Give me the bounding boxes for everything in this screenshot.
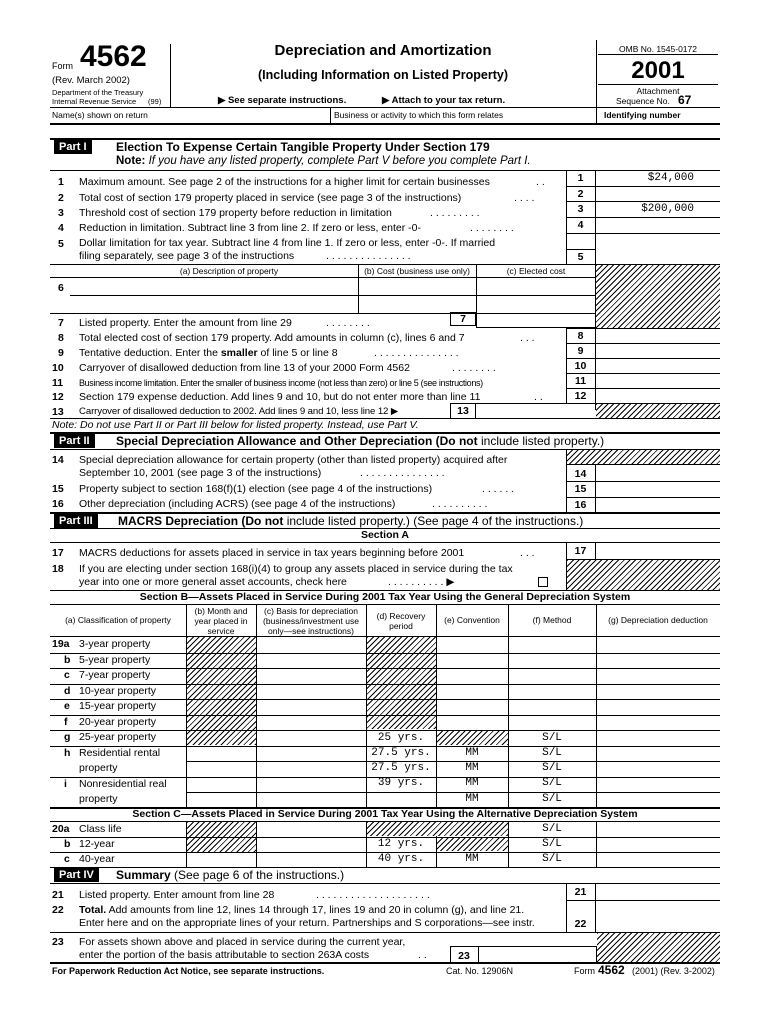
line-9-num: 9 — [58, 347, 64, 359]
line-11-text: Business income limitation. Enter the smaller of business income (not less than zero) or line 5 (see instructions) — [79, 378, 483, 388]
leader-dots: . . . . . . . . . . — [432, 498, 488, 510]
leader-dots: . . — [534, 391, 543, 403]
footer-revision: (2001) (Rev. 3-2002) — [632, 966, 715, 976]
row-19-label: 10-year property — [79, 684, 157, 697]
part2-label: Part II — [54, 434, 95, 448]
row-19-label: 3-year property — [79, 638, 151, 650]
part3-title-c: include listed property.) (See page 4 of the instructions.) — [283, 514, 584, 528]
line-13-top-rule — [450, 403, 596, 404]
part1-note2: Note: Do not use Part II or Part III below for listed property. Instead, use Part V. — [52, 419, 419, 431]
box-22: 22 — [574, 918, 587, 930]
line-23-text-a: For assets shown above and placed in service during the current year, — [79, 936, 406, 948]
form-number: 4562 — [80, 40, 147, 73]
line-2-num: 2 — [58, 192, 64, 204]
part2-title-c: include listed property.) — [477, 434, 605, 448]
19g-method: S/L — [542, 732, 562, 744]
line-3-num: 3 — [58, 207, 64, 219]
row-19-label: 20-year property — [79, 715, 157, 728]
name-input[interactable] — [52, 125, 326, 137]
19h2-recovery: 27.5 yrs. — [371, 762, 431, 774]
row-20-method: S/L — [542, 823, 562, 835]
form-title: Depreciation and Amortization — [274, 42, 492, 59]
part4-label: Part IV — [54, 868, 99, 882]
shaded-area — [367, 822, 508, 836]
tax-year: 2001 — [631, 57, 685, 84]
leader-dots: . . . . . . . . . . . . . . . — [374, 347, 459, 359]
col-g-deduction: (g) Depreciation deduction — [608, 615, 708, 625]
leader-dots: . . — [536, 176, 545, 188]
paperwork-notice: For Paperwork Reduction Act Notice, see separate instructions. — [52, 966, 325, 976]
row-19-label: 25-year property — [79, 731, 157, 743]
row-20-recovery: 40 yrs. — [377, 853, 425, 865]
line-14-top-rule — [566, 464, 720, 465]
part2-title — [116, 434, 604, 448]
row-19-label: property — [79, 793, 118, 805]
19i1-convention: MM — [465, 777, 479, 789]
19i2-method: S/L — [542, 793, 562, 805]
part1-label: Part I — [54, 140, 92, 154]
box-21: 21 — [574, 886, 587, 898]
line-6-col-c-divider — [476, 264, 477, 314]
col-e-convention: (e) Convention — [444, 615, 500, 625]
line-2-text: Total cost of section 179 property placed in service (see page 3 of the instructions) — [79, 192, 462, 204]
line-15-top-rule — [566, 481, 720, 482]
line-5-text-a: Dollar limitation for tax year. Subtract line 4 from line 1. If zero or less, enter -0-. If married — [79, 237, 496, 249]
leader-dots: . . . . . . . . . . . . . . . — [360, 467, 445, 479]
leader-dots: . . . . . . . . . — [430, 207, 480, 219]
leader-dots: . . . . — [514, 192, 535, 204]
box-10: 10 — [574, 360, 587, 372]
box-1: 1 — [577, 172, 584, 184]
box-14: 14 — [574, 468, 587, 480]
box-7-label: 7 — [460, 313, 466, 325]
year-underline — [598, 84, 718, 85]
line-12-top-rule — [566, 388, 720, 389]
line-9-text-c: of line 5 or line 8 — [257, 347, 338, 359]
line-16-num: 16 — [52, 498, 64, 510]
line-9-text — [79, 347, 338, 359]
box-8: 8 — [577, 330, 584, 342]
box-17: 17 — [574, 545, 587, 557]
leader-dots: . . — [418, 949, 427, 961]
box-5: 5 — [577, 251, 584, 263]
leader-dots: . . . — [520, 547, 535, 559]
line-22-num: 22 — [52, 904, 64, 916]
box-4: 4 — [577, 219, 584, 231]
box-2: 2 — [577, 188, 584, 200]
line-22-text-a-rest: Add amounts from line 12, lines 14 through 17, lines 19 and 20 in column (g), and line 21. — [106, 904, 525, 916]
attachment-label: Attachment — [636, 86, 680, 96]
line-18-text-b: year into one or more general asset accounts, check here — [79, 576, 347, 588]
leader-dots: . . . — [520, 332, 535, 344]
19h1-recovery: 27.5 yrs. — [371, 747, 431, 759]
col-f-method: (f) Method — [532, 615, 572, 625]
line-8-num: 8 — [58, 332, 64, 344]
part3-label: Part III — [54, 514, 98, 528]
row-19-num: b — [64, 653, 71, 666]
row-20-label: 40-year — [79, 853, 115, 865]
section-b-heading: Section B—Assets Placed in Service During 2001 Tax Year Using the General Depreciation System — [139, 591, 631, 603]
irs-label: Internal Revenue Service — [52, 97, 137, 106]
part2-title-b: Do not — [439, 434, 478, 448]
shaded-area — [437, 837, 508, 851]
footer-form-number: 4562 — [598, 963, 625, 977]
col-c-line2: (business/investment use — [263, 616, 359, 626]
row-19-num: h — [64, 746, 71, 759]
line-7-divider — [476, 313, 477, 327]
shaded-area — [596, 404, 720, 418]
line-22-total: Total. — [79, 904, 107, 916]
line-23-text-b: enter the portion of the basis attributable to section 263A costs — [79, 949, 370, 961]
name-label: Name(s) shown on return — [52, 110, 148, 120]
p1-grid-rule-2 — [566, 201, 720, 202]
line-15-text: Property subject to section 168(f)(1) election (see page 4 of the instructions) — [79, 483, 433, 495]
leader-dots: . . . . . . . . — [470, 222, 514, 234]
section-c-col-c-divider — [256, 821, 257, 867]
line-10-text: Carryover of disallowed deduction from line 13 of your 2000 Form 4562 — [79, 362, 410, 374]
line-11-top-rule — [566, 373, 720, 374]
identifying-number-label: Identifying number — [604, 110, 681, 120]
line-15-num: 15 — [52, 483, 64, 495]
19g-recovery: 25 yrs. — [377, 732, 425, 744]
row-rule — [50, 668, 720, 669]
line-14-text-b: September 10, 2001 (see page 3 of the instructions) — [79, 467, 322, 479]
row-19-label: property — [79, 762, 118, 774]
line-8-text: Total elected cost of section 179 property. Add amounts in column (c), lines 6 and 7 — [79, 332, 465, 344]
row-19-num: e — [64, 700, 70, 712]
line-21-text: Listed property. Enter amount from line 28 — [79, 889, 275, 901]
row-19-label: 7-year property — [79, 669, 151, 681]
part1-title-rule — [50, 170, 720, 171]
line-22-text-a — [79, 904, 524, 916]
line-11-num: 11 — [52, 377, 64, 389]
row-19-num: d — [64, 684, 71, 697]
box-3: 3 — [577, 203, 584, 215]
line-9-text-a: Tentative deduction. Enter the — [79, 347, 221, 359]
row-19-num: 19a — [52, 638, 70, 650]
line-9-text-bold: smaller — [220, 347, 258, 359]
line-22-text-b: Enter here and on the appropriate lines of your return. Partnerships and S corporations—see instr. — [79, 917, 535, 929]
box-23-right-border — [478, 946, 479, 963]
row-20-convention: MM — [465, 853, 479, 865]
col-a-description: (a) Description of property — [179, 266, 279, 276]
leader-dots: . . . . . . . . . . . . . . . — [326, 250, 411, 262]
shaded-area — [567, 560, 720, 590]
line-21-bottom-rule — [566, 900, 720, 901]
col-b-line3: service — [207, 626, 235, 636]
row-19-label: 15-year property — [79, 700, 157, 712]
name-divider — [330, 107, 331, 124]
part1-title: Election To Expense Certain Tangible Property Under Section 179 — [116, 140, 490, 154]
line-10-num: 10 — [52, 362, 64, 374]
part2-title-a: Special Depreciation Allowance and Other Depreciation ( — [116, 434, 440, 448]
attach-to-return: ▶ Attach to your tax return. — [382, 95, 506, 106]
catalog-number: Cat. No. 12906N — [446, 966, 514, 976]
19h2-method: S/L — [542, 762, 562, 774]
leader-dots: . . . . . . — [482, 483, 515, 495]
part4-title-c: (See page 6 of the instructions.) — [170, 868, 345, 882]
col-c-basis — [256, 606, 366, 636]
row-20-num: 20a — [52, 823, 70, 835]
line-4-text: Reduction in limitation. Subtract line 3 from line 2. If zero or less, enter -0- — [79, 222, 421, 234]
row-20-label: Class life — [79, 823, 122, 835]
line-6-col-b-divider — [358, 264, 359, 314]
row-19-num: f — [64, 715, 68, 728]
line-7-text: Listed property. Enter the amount from line 29 — [79, 317, 292, 329]
leader-dots: . . . . . . . . — [326, 317, 370, 329]
line-18-num: 18 — [52, 563, 64, 575]
line-6-row-rule — [70, 295, 596, 296]
row-20-method: S/L — [542, 853, 562, 865]
shaded-area — [437, 730, 508, 745]
form-subtitle: (Including Information on Listed Property) — [258, 68, 508, 82]
omb-underline — [598, 54, 718, 55]
row-19-num: g — [64, 731, 71, 743]
row-19-num: c — [64, 669, 70, 681]
part4-title-b: Summary — [116, 868, 171, 882]
line-23-num: 23 — [52, 936, 64, 948]
box-13-label: 13 — [457, 405, 469, 417]
section-c-heading: Section C—Assets Placed in Service During 2001 Tax Year Using the Alternative Depreciation System — [132, 808, 638, 820]
omb-number: OMB No. 1545-0172 — [619, 44, 697, 54]
part4-title — [116, 868, 344, 882]
line-6-num: 6 — [58, 282, 64, 294]
dept-code: (99) — [148, 97, 162, 106]
footer-form-word: Form — [574, 966, 595, 976]
header-divider-left — [170, 44, 171, 107]
part3-title — [118, 514, 583, 528]
row-20-label: 12-year — [79, 838, 115, 850]
col-d-recovery — [366, 611, 436, 631]
p1-grid-rule-3 — [566, 217, 720, 218]
line-16-top-rule — [566, 497, 720, 498]
line-14-num: 14 — [52, 454, 64, 466]
line-17-box-divider-right — [595, 542, 596, 559]
box-23: 23 — [458, 950, 470, 962]
line-7-num: 7 — [58, 317, 64, 329]
line-3-text: Threshold cost of section 179 property before reduction in limitation — [79, 207, 392, 219]
dept-treasury: Department of the Treasury — [52, 88, 144, 97]
header-rule — [50, 107, 720, 108]
row-20-recovery: 12 yrs. — [377, 838, 425, 850]
line-6-bottom-rule — [50, 313, 596, 314]
box-15: 15 — [574, 483, 587, 495]
line-13-text: Carryover of disallowed deduction to 2002. Add lines 9 and 10, less line 12 ▶ — [79, 406, 399, 417]
shaded-area — [597, 933, 720, 963]
line-18-text-a: If you are electing under section 168(i)(4) to group any assets placed in service during the tax — [79, 563, 513, 575]
line-8-top-rule — [566, 328, 720, 329]
line-17-text: MACRS deductions for assets placed in service in tax years beginning before 2001 — [79, 547, 465, 559]
col-d-line2: period — [389, 621, 413, 631]
col-b-month-year — [186, 606, 256, 636]
leader-dots: . . . . . . . . . . ▶ — [388, 576, 455, 588]
line-18-checkbox[interactable] — [538, 577, 548, 587]
part3-title-a: MACRS Depreciation ( — [118, 514, 246, 528]
box-16: 16 — [574, 499, 587, 511]
col-c-line1: (c) Basis for depreciation — [263, 606, 358, 616]
row-20-num: b — [64, 838, 71, 850]
section-a-rule — [50, 542, 720, 543]
p1-grid-rule-1 — [566, 186, 720, 187]
line-12-num: 12 — [52, 391, 64, 403]
19i1-method: S/L — [542, 777, 562, 789]
part1-note — [116, 155, 531, 167]
row-19-label: Residential rental — [79, 746, 161, 759]
part4-title-rule — [50, 883, 720, 884]
col-a-classification: (a) Classification of property — [65, 615, 171, 625]
part2-box-divider-right — [595, 464, 596, 513]
row-20-num: c — [64, 853, 70, 865]
business-input[interactable] — [334, 125, 592, 137]
header-divider-right — [596, 40, 597, 107]
part1-note-text: If you have any listed property, complete Part V before you complete Part I. — [148, 155, 531, 167]
line-10-top-rule — [566, 358, 720, 359]
line-1-value: $24,000 — [647, 172, 694, 184]
part1-note-bold: Note: — [116, 155, 146, 167]
row-20-method: S/L — [542, 838, 562, 850]
line-9-top-rule — [566, 343, 720, 344]
19i2-convention: MM — [465, 793, 479, 805]
19h2-convention: MM — [465, 762, 479, 774]
line-5-num: 5 — [58, 238, 64, 250]
col-b-line1: (b) Month and — [194, 606, 248, 616]
see-instructions: ▶ See separate instructions. — [218, 95, 347, 106]
col-b-line2: year placed in — [194, 616, 248, 626]
line-14-text-a: Special depreciation allowance for certain property (other than listed property) acquired after — [79, 454, 508, 466]
col-c-elected: (c) Elected cost — [506, 266, 566, 276]
19h1-method: S/L — [542, 747, 562, 759]
19i1-recovery: 39 yrs. — [377, 777, 425, 789]
line-12-text: Section 179 expense deduction. Add lines 9 and 10, but do not enter more than line 11 — [79, 391, 481, 403]
leader-dots: . . . . . . . . — [452, 362, 496, 374]
line-6-header-rule — [50, 277, 596, 278]
part3-title-b: Do not — [245, 514, 284, 528]
sequence-number: 67 — [678, 93, 692, 107]
box-11: 11 — [574, 375, 587, 387]
leader-dots: . . . . . . . . . . . . . . . . . . . . — [316, 889, 430, 901]
identifying-number-input[interactable] — [600, 125, 718, 137]
p1-grid-rule-4 — [566, 233, 720, 234]
shaded-area — [566, 450, 720, 464]
line-1-num: 1 — [58, 176, 64, 188]
row-19-label: 5-year property — [79, 653, 151, 666]
box-23-top-rule — [450, 946, 596, 947]
section-c-col-g-divider — [596, 821, 597, 867]
shaded-area — [596, 265, 720, 329]
line-1-text: Maximum amount. See page 2 of the instructions for a higher limit for certain businesses — [79, 176, 490, 188]
business-divider — [596, 107, 597, 124]
line-17-num: 17 — [52, 547, 64, 559]
section-a-heading: Section A — [360, 529, 410, 541]
box-12: 12 — [574, 390, 587, 402]
revision-date: (Rev. March 2002) — [52, 75, 130, 86]
line-4-num: 4 — [58, 222, 64, 234]
line-13-num: 13 — [52, 406, 64, 418]
box-5-top-rule — [566, 249, 595, 250]
part4-box-divider-right — [595, 883, 596, 933]
section-b-heading-rule — [50, 604, 720, 605]
row-19-label: Nonresidential real — [79, 777, 167, 790]
box-9: 9 — [577, 345, 584, 357]
line-5-text-b: filing separately, see page 3 of the instructions — [79, 250, 295, 262]
col-b-cost: (b) Cost (business use only) — [364, 266, 470, 276]
form-word: Form — [52, 61, 73, 71]
col-c-line3: only—see instructions) — [268, 626, 354, 636]
business-label: Business or activity to which this form relates — [334, 110, 504, 120]
19h1-convention: MM — [465, 747, 479, 759]
line-16-text: Other depreciation (including ACRS) (see page 4 of the instructions) — [79, 498, 396, 510]
line-3-value: $200,000 — [641, 203, 694, 215]
sequence-label: Sequence No. — [616, 96, 670, 106]
row-19-num: i — [64, 777, 67, 790]
row-rule — [50, 653, 720, 654]
col-d-line1: (d) Recovery — [376, 611, 426, 621]
line-21-num: 21 — [52, 889, 64, 901]
